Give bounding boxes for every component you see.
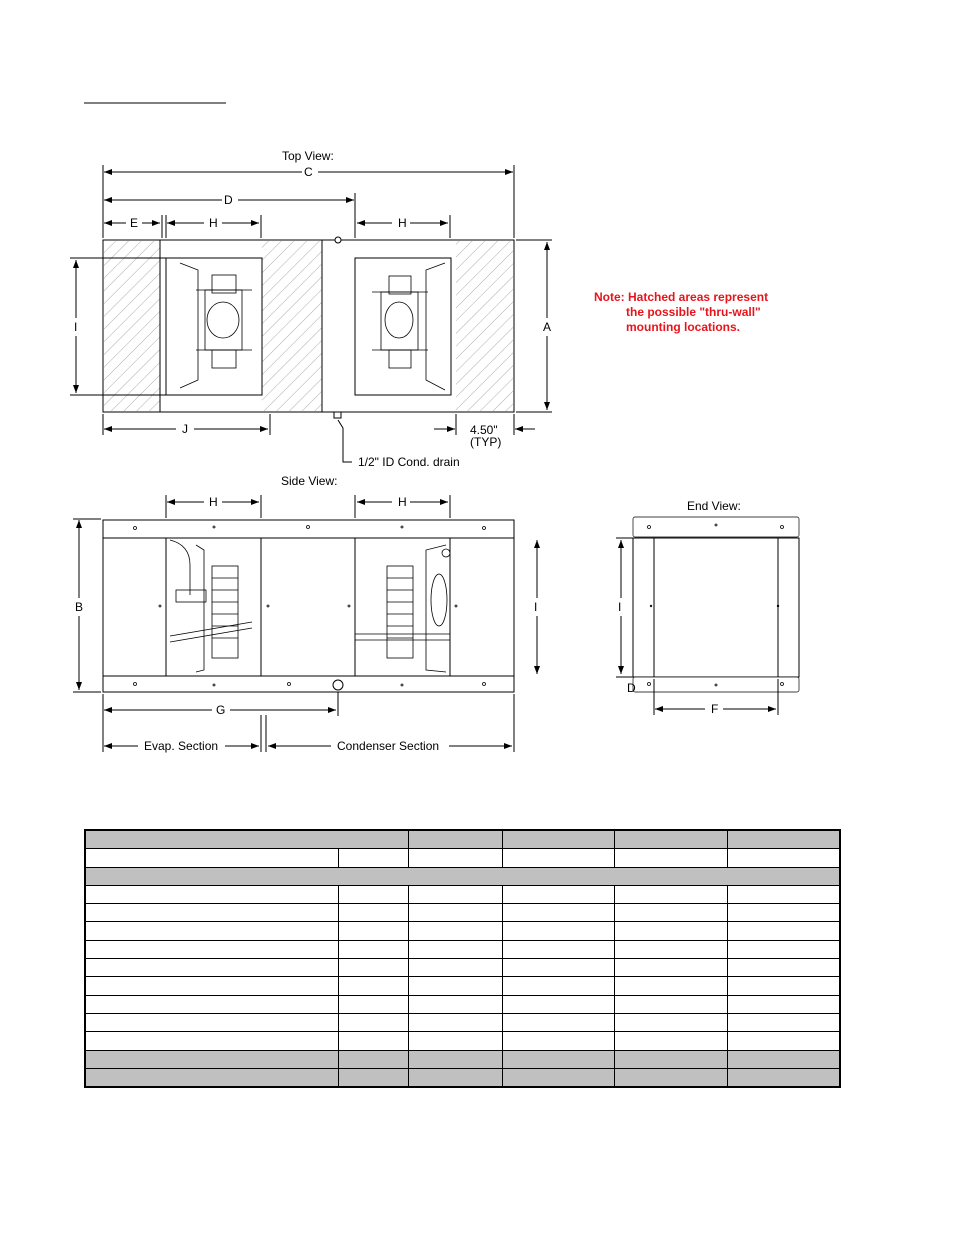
end-bottom-rail	[633, 677, 799, 692]
side-body	[103, 520, 514, 692]
side-drain	[333, 680, 343, 690]
cond-opening	[355, 258, 451, 395]
dim-j-label: J	[182, 422, 188, 436]
dim-typ-label: (TYP)	[470, 435, 502, 449]
table-row	[85, 1032, 840, 1050]
dim-i-top-label: I	[74, 320, 78, 334]
dim-e-h	[104, 215, 450, 238]
dim-a-label: A	[543, 320, 552, 334]
end-dim-d-partial: D	[627, 681, 636, 695]
dim-a	[516, 240, 552, 412]
evap-opening	[166, 258, 262, 395]
note-line-1: Note: Hatched areas represent	[594, 290, 769, 304]
table-row	[85, 940, 840, 958]
end-view-title: End View:	[687, 499, 741, 513]
top-view-title: Top View:	[282, 149, 334, 163]
top-view	[70, 149, 552, 469]
side-view-title: Side View:	[281, 474, 338, 488]
thru-wall-note	[594, 290, 768, 335]
end-view	[616, 499, 799, 716]
dim-typ	[434, 414, 535, 449]
table-row	[85, 995, 840, 1013]
dim-c-label: C	[304, 165, 313, 179]
note-line-3: mounting locations.	[626, 320, 740, 334]
table-row	[85, 885, 840, 903]
dim-i-side	[534, 540, 537, 674]
dim-h-side	[166, 495, 450, 518]
dim-sections	[104, 694, 514, 753]
end-dim-i-label: I	[618, 600, 622, 614]
end-body	[633, 538, 799, 677]
table-row	[85, 922, 840, 940]
dim-g	[103, 692, 338, 752]
dim-b	[73, 519, 101, 692]
hatch-area-1	[104, 241, 160, 411]
end-top-rail	[633, 517, 799, 537]
side-dim-h-left-label: H	[209, 495, 218, 509]
table-row	[85, 849, 840, 867]
side-view	[73, 474, 537, 753]
dim-f-label: F	[711, 702, 719, 716]
dim-h-left-label: H	[209, 216, 218, 230]
table-header-row	[85, 830, 840, 849]
dim-g-label: G	[216, 703, 226, 717]
hatch-area-2	[262, 241, 322, 411]
dim-h-right-label: H	[398, 216, 407, 230]
note-line-2: the possible "thru-wall"	[626, 305, 761, 319]
cond-drain	[334, 412, 341, 418]
condenser-section-label: Condenser Section	[337, 739, 440, 753]
evap-section-label: Evap. Section	[144, 739, 219, 753]
drain-label: 1/2" ID Cond. drain	[358, 455, 460, 469]
table-row	[85, 959, 840, 977]
drain-leader	[338, 420, 460, 469]
table-row	[85, 1013, 840, 1031]
dim-b-label: B	[75, 600, 84, 614]
dim-d	[104, 193, 355, 238]
dim-c	[103, 165, 514, 238]
dim-j	[103, 414, 270, 436]
table-total-row	[85, 1068, 840, 1087]
table-total-row	[85, 1050, 840, 1068]
hatch-area-3	[456, 241, 513, 411]
dim-e-label: E	[130, 216, 139, 230]
table-row	[85, 977, 840, 995]
side-dim-i-label: I	[534, 600, 538, 614]
table-row	[85, 904, 840, 922]
side-dim-h-right-label: H	[398, 495, 407, 509]
dim-typ-value: 4.50"	[470, 423, 498, 437]
dim-d-label: D	[224, 193, 233, 207]
table-section-row	[85, 867, 840, 885]
dimension-table	[84, 829, 841, 1088]
